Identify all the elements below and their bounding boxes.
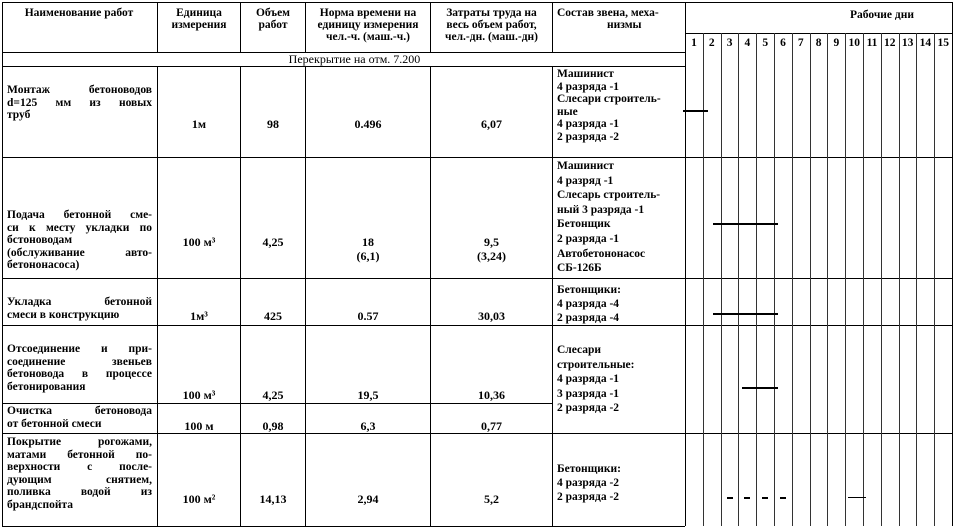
row3-crew bbox=[557, 283, 683, 325]
row4-crew bbox=[557, 343, 683, 416]
gantt-bar bbox=[713, 223, 777, 225]
row4-crew-line5: 2 разряда -2 bbox=[557, 402, 620, 415]
row1-volume: 98 bbox=[267, 117, 279, 131]
header-volume-line1: Объем bbox=[255, 7, 291, 19]
row1-crew-line6: 2 разряда -2 bbox=[557, 130, 620, 143]
header-norm-line3: чел.-ч. (маш.-ч.) bbox=[326, 31, 410, 43]
row4-labor: 10,36 bbox=[478, 388, 505, 402]
header-labor bbox=[431, 7, 552, 43]
gantt-bar bbox=[742, 387, 778, 389]
day-number: 12 bbox=[884, 37, 896, 49]
gantt-dash bbox=[780, 497, 786, 499]
row4-bottom-border bbox=[2, 403, 552, 404]
header-norm-line1: Норма времени на bbox=[319, 7, 417, 19]
row6-crew-line1: Бетонщики: bbox=[557, 463, 621, 475]
day-column-line bbox=[810, 33, 811, 526]
row1-name-line2: d=125 мм из новых bbox=[7, 96, 152, 109]
row5-norm: 6,3 bbox=[360, 419, 376, 433]
day-column-line bbox=[738, 33, 739, 526]
row6-name-line2: матами бетонной по- bbox=[7, 448, 152, 461]
day-number: 9 bbox=[833, 37, 840, 49]
row2-name bbox=[7, 209, 152, 272]
row3-crew-line2: 4 разряда -4 bbox=[557, 298, 620, 310]
row6-crew-line2: 4 разряда -2 bbox=[557, 477, 620, 489]
row2-crew-line7: Автобетононасос bbox=[557, 247, 646, 260]
row2-crew-line3: Слесарь строитель- bbox=[557, 189, 661, 202]
day-number: 1 bbox=[691, 37, 697, 49]
day-column-line bbox=[881, 33, 882, 526]
row1-name-line1: Монтаж бетоноводов bbox=[7, 84, 152, 96]
row6-name-line3: верхности с после- bbox=[7, 461, 152, 474]
day-number: 2 bbox=[708, 37, 715, 49]
day-number: 7 bbox=[797, 37, 804, 49]
row2-name-line1: Подача бетонной сме- bbox=[7, 209, 152, 221]
header-unit-line1: Единица bbox=[176, 7, 222, 19]
table-top-border bbox=[2, 2, 952, 3]
row2-crew bbox=[557, 159, 683, 276]
day-number: 15 bbox=[937, 37, 949, 49]
header-labor-line2: весь объем работ, bbox=[446, 19, 537, 31]
row2-crew-line8: СБ-126Б bbox=[557, 262, 602, 275]
row6-volume: 14,13 bbox=[259, 492, 287, 506]
row5-volume: 0,98 bbox=[262, 419, 284, 433]
gantt-dash bbox=[762, 497, 768, 499]
row2-volume: 4,25 bbox=[262, 235, 284, 249]
gantt-dash bbox=[727, 497, 733, 499]
col-border-norm-body bbox=[430, 66, 431, 526]
table-bottom-border bbox=[2, 526, 685, 527]
row3-norm: 0.57 bbox=[357, 309, 379, 323]
row6-name-line6: брандспойта bbox=[7, 498, 73, 511]
row3-name-line1: Укладка бетонной bbox=[7, 296, 152, 308]
row2-crew-line4: ный 3 разряда -1 bbox=[557, 203, 645, 216]
row2-name-line3: бстоноводам bbox=[7, 234, 73, 247]
col-border-labor-body bbox=[552, 66, 553, 526]
day-number: 14 bbox=[919, 37, 932, 49]
day-column-line bbox=[756, 33, 757, 526]
day-column-line bbox=[774, 33, 775, 526]
row4-name-line4: бетонирования bbox=[7, 380, 86, 393]
row1-crew-line5: 4 разряда -1 bbox=[557, 118, 620, 131]
gantt-dash bbox=[744, 497, 750, 499]
row4-crew-line2: строительные: bbox=[557, 358, 635, 371]
row2-labor-value: 9,5 bbox=[484, 235, 499, 249]
row2-norm bbox=[306, 235, 430, 263]
row3-volume: 425 bbox=[264, 309, 282, 323]
col-border-name-body bbox=[157, 66, 158, 526]
row6-name-line4: дующим снятием, bbox=[7, 473, 152, 486]
row1-crew-line4: ные bbox=[557, 105, 578, 118]
row2-name-line5: бетононасоса) bbox=[7, 259, 80, 272]
row4-name bbox=[7, 343, 152, 393]
row6-name-line5: поливка водой из bbox=[7, 486, 152, 499]
row6-crew-line3: 2 разряда -2 bbox=[557, 491, 620, 503]
row2-name-line4: (обслуживание авто- bbox=[7, 246, 152, 259]
row2-name-line2: си к месту укладки по bbox=[7, 221, 152, 234]
day-column-line bbox=[721, 33, 722, 526]
row5-name-line1: Очистка бетоновода bbox=[7, 405, 152, 417]
header-unit bbox=[158, 7, 240, 31]
row6-norm: 2,94 bbox=[357, 492, 379, 506]
header-volume bbox=[241, 7, 305, 31]
section-title: Перекрытие на отм. 7.200 bbox=[288, 52, 421, 66]
row3-crew-line1: Бетонщики: bbox=[557, 284, 621, 296]
header-crew-line2: низмы bbox=[607, 19, 642, 31]
row1-name-line3: труб bbox=[7, 109, 31, 122]
row6-labor: 5,2 bbox=[484, 492, 499, 506]
row4-volume: 4,25 bbox=[262, 388, 284, 402]
col-border-crew bbox=[685, 2, 686, 526]
row6-name bbox=[7, 436, 152, 512]
gantt-bar bbox=[683, 110, 708, 112]
row1-norm: 0.496 bbox=[354, 117, 382, 131]
days-number-top-border bbox=[685, 33, 952, 34]
day-number: 6 bbox=[780, 37, 786, 49]
row2-crew-line6: 2 разряда -1 bbox=[557, 232, 620, 245]
row5-labor: 0,77 bbox=[481, 419, 502, 433]
row3-crew-line3: 2 разряда -4 bbox=[557, 312, 620, 324]
day-column-line bbox=[863, 33, 864, 526]
header-labor-line1: Затраты труда на bbox=[446, 7, 537, 19]
header-crew-line1: Состав звена, меха- bbox=[557, 7, 659, 19]
row1-crew bbox=[557, 68, 683, 144]
col-border-volume-body bbox=[305, 66, 306, 526]
day-number: 4 bbox=[744, 37, 751, 49]
row2-unit: 100 м³ bbox=[182, 235, 216, 249]
row5-name-line2: от бетонной смеси bbox=[7, 417, 102, 430]
row4-name-line1: Отсоединение и при- bbox=[7, 343, 152, 355]
row1-crew-line1: Машинист bbox=[557, 68, 614, 80]
row1-labor: 6,07 bbox=[481, 117, 502, 131]
col-border-unit-body bbox=[240, 66, 241, 526]
row4-crew-line3: 4 разряда -1 bbox=[557, 373, 620, 386]
row3-unit: 1м³ bbox=[190, 309, 208, 323]
day-number: 3 bbox=[726, 37, 733, 49]
day-number: 10 bbox=[848, 37, 860, 49]
row1-crew-line3: Слесари строитель- bbox=[557, 93, 661, 106]
header-days: Рабочие дни bbox=[850, 9, 914, 21]
day-column-line bbox=[827, 33, 828, 526]
row2-norm-value: 18 bbox=[362, 235, 374, 249]
row1-crew-line2: 4 разряда -1 bbox=[557, 80, 620, 93]
header-labor-line3: чел.-дн. (маш.-дн) bbox=[445, 31, 538, 43]
header-volume-line2: работ bbox=[258, 19, 288, 31]
row6-name-line1: Покрытие рогожами, bbox=[7, 436, 152, 448]
row5-unit: 100 м bbox=[184, 419, 214, 433]
day-number: 5 bbox=[762, 37, 769, 49]
row4-name-line3: бетоновода в процессе bbox=[7, 368, 152, 381]
row3-name-line2: смеси в конструкцию bbox=[7, 308, 120, 321]
header-crew bbox=[553, 7, 689, 31]
header-norm bbox=[306, 7, 430, 43]
row2-crew-line2: 4 разряд -1 bbox=[557, 174, 614, 187]
header-norm-line2: единицу измерения bbox=[317, 19, 419, 31]
row2-norm-machine: (6,1) bbox=[356, 249, 380, 263]
row5-name bbox=[7, 405, 152, 430]
day-column-line bbox=[703, 33, 704, 526]
section-bottom-border bbox=[2, 66, 685, 67]
day-number: 11 bbox=[866, 37, 878, 49]
row4-crew-line1: Слесари bbox=[557, 344, 602, 356]
row4-norm: 19,5 bbox=[357, 388, 379, 402]
day-column-line bbox=[916, 33, 917, 526]
col-border-right bbox=[952, 2, 953, 526]
day-number: 13 bbox=[901, 37, 914, 49]
header-unit-line2: измерения bbox=[171, 19, 227, 31]
row2-crew-line1: Машинист bbox=[557, 160, 614, 172]
day-column-line bbox=[845, 33, 846, 526]
header-work-name: Наименование работ bbox=[24, 7, 134, 19]
row2-labor-machine: (3,24) bbox=[477, 249, 506, 263]
day-column-line bbox=[934, 33, 935, 526]
day-column-line bbox=[792, 33, 793, 526]
row2-labor bbox=[431, 235, 552, 263]
row1-name bbox=[7, 84, 152, 122]
row4-unit: 100 м³ bbox=[182, 388, 216, 402]
row6-crew bbox=[557, 462, 683, 504]
gantt-bar bbox=[713, 313, 777, 315]
col-border-left bbox=[2, 2, 3, 526]
row1-unit: 1м bbox=[191, 117, 207, 131]
row4-name-line2: соединение звеньев bbox=[7, 355, 152, 368]
row2-crew-line5: Бетонщик bbox=[557, 218, 611, 231]
day-number: 8 bbox=[815, 37, 822, 49]
row3-labor: 30,03 bbox=[478, 309, 505, 323]
row6-unit: 100 м² bbox=[182, 492, 216, 506]
row4-crew-line4: 3 разряда -1 bbox=[557, 387, 620, 400]
row6-small-cell-top bbox=[848, 497, 866, 498]
day-column-line bbox=[899, 33, 900, 526]
row3-name bbox=[7, 296, 152, 321]
